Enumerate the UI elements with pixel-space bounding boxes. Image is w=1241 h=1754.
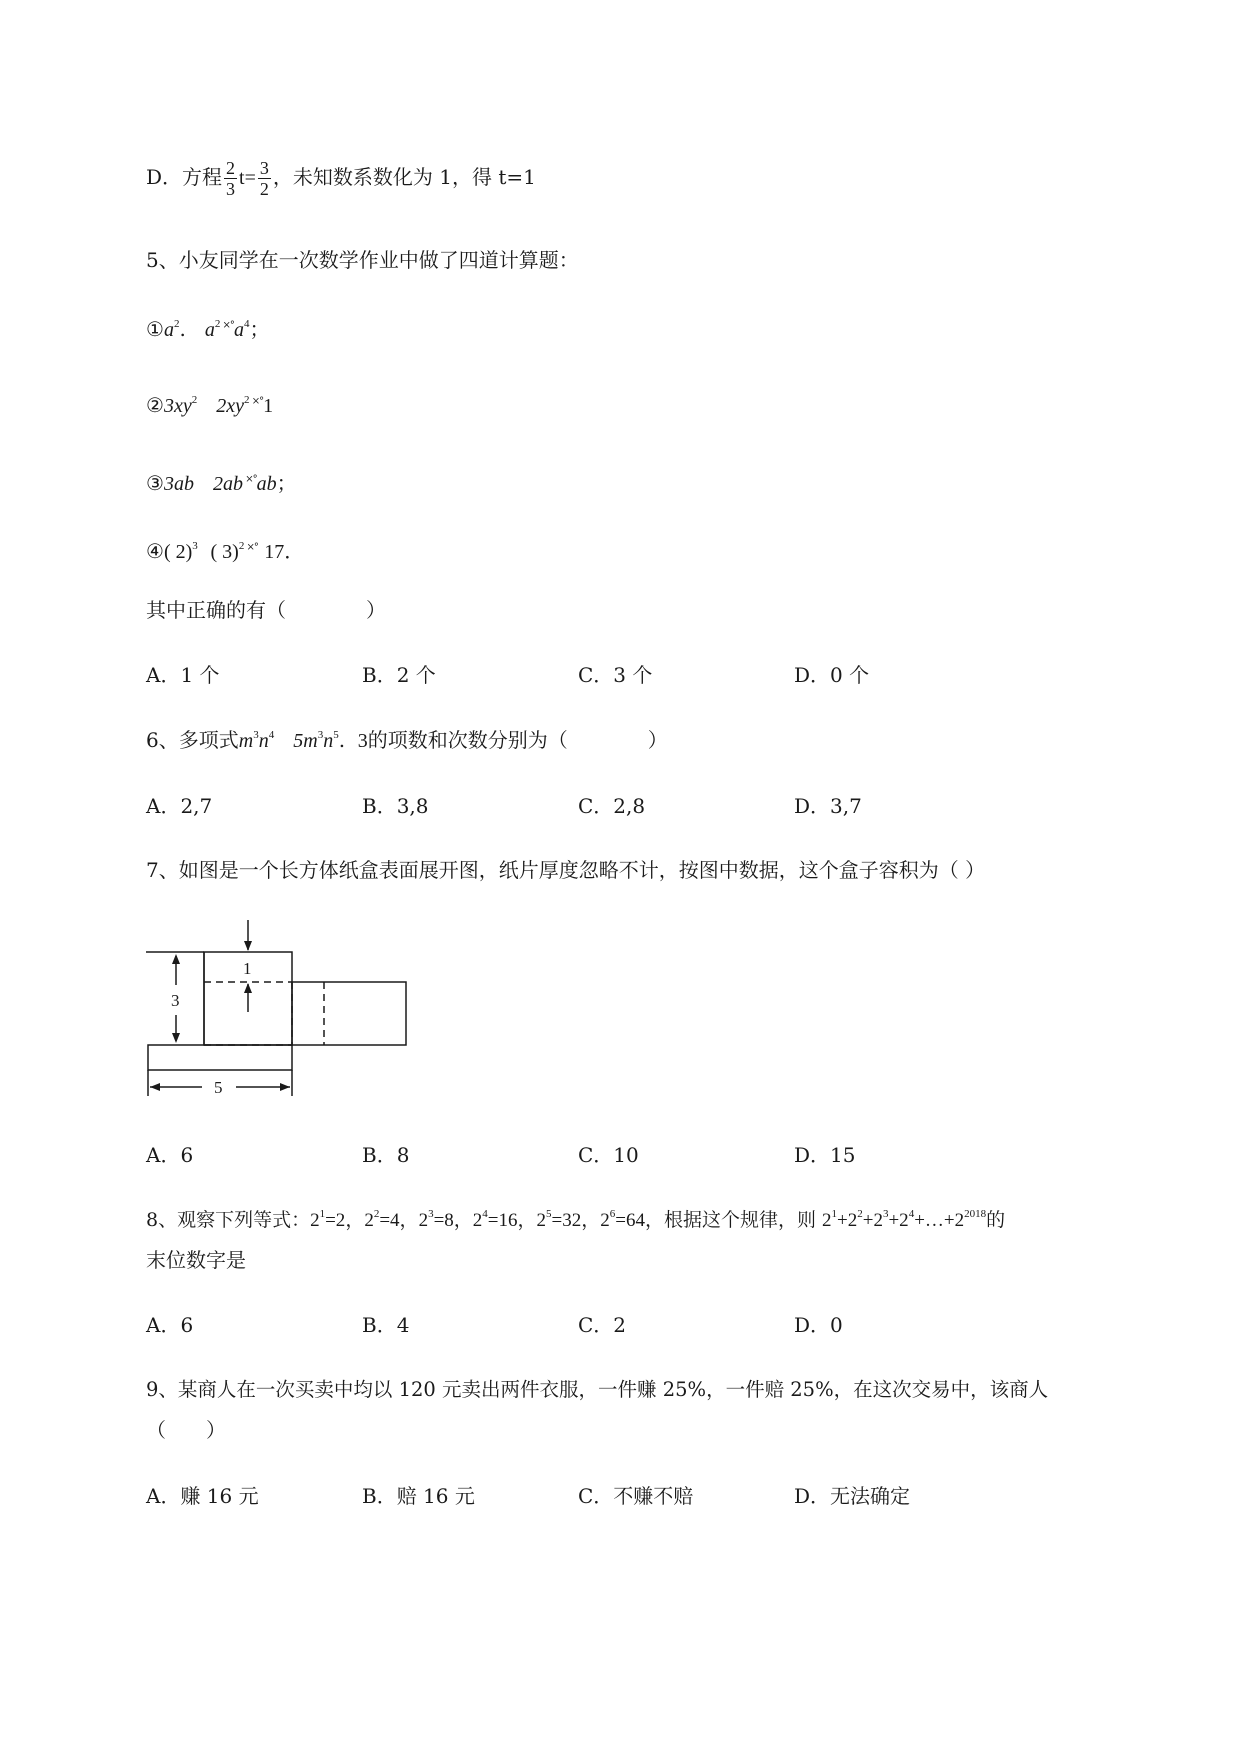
q7-option-b: B．8 (362, 1143, 410, 1167)
q5-item-3: ③3ab 2ab ×°ab； (146, 471, 297, 495)
q8-option-a: A．6 (146, 1313, 194, 1337)
q5-item-4: ④( 2)$^3$ ( 3)$^2$ ×° 17． (146, 539, 305, 563)
q7-stem: 7、如图是一个长方体纸盒表面展开图，纸片厚度忽略不计，按图中数据，这个盒子容积为（ ） (146, 858, 986, 882)
q5-stem: 5、小友同学在一次数学作业中做了四道计算题： (146, 248, 579, 272)
q5-option-b: B．2 个 (362, 663, 436, 687)
arrow-right (280, 1083, 290, 1091)
fraction-2-3: $\frac{2}{3}$ (226, 158, 236, 199)
q6-option-c: C．2,8 (578, 794, 646, 818)
arrow-left (150, 1083, 160, 1091)
q7-option-a: A．6 (146, 1143, 194, 1167)
q9-option-d: D．无法确定 (794, 1484, 911, 1508)
q6-stem: 6、多项式$m^3n^4$ $5m^3n^5$. 3的项数和次数分别为（ ） (146, 728, 668, 752)
q6-option-a: A．2,7 (146, 794, 213, 818)
q5-item-2: $②3xy^2$ $2xy^2$ ×°1 (146, 393, 274, 417)
label-five: 5 (214, 1078, 223, 1097)
arrow-up-bottom (244, 983, 252, 993)
arrow-down-top (244, 941, 252, 951)
q9-option-c: C．不赚不赔 (578, 1484, 694, 1508)
q9-option-a: A．赚 16 元 (146, 1484, 259, 1508)
q9-line-1: 9、某商人在一次买卖中均以 120 元卖出两件衣服，一件赚 25%，一件赔 25%，在这次交易中，该商人 (146, 1378, 1049, 1401)
q4d-label: D． (146, 165, 183, 189)
box-net-diagram (146, 920, 426, 1100)
q8-line-1: 8、观察下列等式：$2^1=2$，$2^2=4$，$2^3=8$，$2^4=16$，$2^5=32$，$2^6=64$，根据这个规律，则 $2^1+2^2+2^3+2^4+\dots+2^{2018}$的 (146, 1208, 1006, 1231)
label-one: 1 (243, 959, 252, 978)
q4d-post: ，未知数系数化为 1，得 t=1 (272, 165, 536, 189)
box-net-figure (146, 920, 426, 1105)
q5-item-1: $①a^2$. $a^2$ $^{\times^\circ}a^4$； (146, 317, 270, 341)
q8-option-c: C．2 (578, 1313, 627, 1337)
q5-question: 其中正确的有（ ） (146, 598, 386, 622)
q7-option-d: D．15 (794, 1143, 856, 1167)
q6-option-d: D．3,7 (794, 794, 862, 818)
q8-option-b: B．4 (362, 1313, 410, 1337)
fraction-3-2: $\frac{3}{2}$ (259, 158, 269, 199)
q5-option-a: A．1 个 (146, 663, 220, 687)
q8-line-2: 末位数字是 (146, 1248, 246, 1272)
q4d-var: t= (239, 167, 256, 189)
q5-option-d: D．0 个 (794, 663, 870, 687)
arrow-up (172, 954, 180, 964)
q4-option-d (146, 158, 536, 199)
q5-option-c: C．3 个 (578, 663, 653, 687)
q8-option-d: D．0 (794, 1313, 843, 1337)
q7-option-c: C．10 (578, 1143, 639, 1167)
q6-option-b: B．3,8 (362, 794, 429, 818)
label-three: 3 (171, 991, 180, 1010)
q4d-pre: 方程 (182, 165, 223, 189)
q9-option-b: B．赔 16 元 (362, 1484, 475, 1508)
q9-line-2: （ ） (146, 1418, 226, 1442)
arrow-down (172, 1033, 180, 1043)
